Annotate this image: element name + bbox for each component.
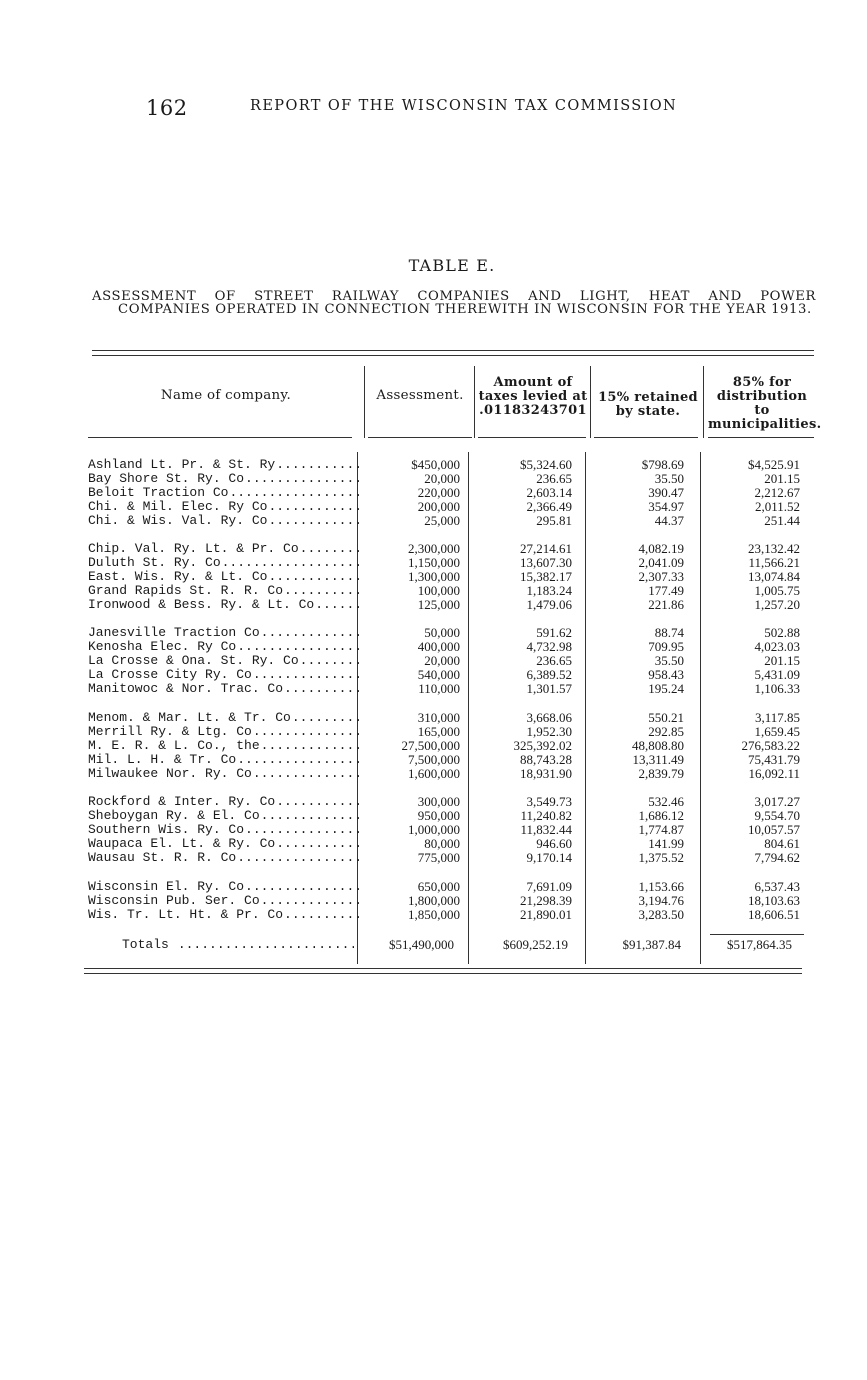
cell-taxes: 946.60 (536, 836, 572, 851)
company-name: La Crosse City Ry. Co (88, 668, 252, 682)
column-divider (468, 452, 469, 964)
cell-distribution: 276,583.22 (741, 738, 800, 753)
header-underline (708, 437, 814, 438)
cell-assessment: 1,300,000 (408, 569, 460, 584)
cell-assessment: 100,000 (417, 583, 460, 598)
cell-retained: 13,311.49 (632, 752, 684, 767)
leader-dots (276, 458, 360, 472)
company-name: La Crosse & Ona. St. Ry. Co (88, 654, 299, 668)
cell-retained: 221.86 (648, 597, 684, 612)
leader-dots (276, 795, 360, 809)
leader-dots (300, 542, 360, 556)
running-title: REPORT OF THE WISCONSIN TAX COMMISSION (250, 98, 678, 114)
leader-dots (292, 711, 360, 725)
company-name: East. Wis. Ry. & Lt. Co (88, 570, 268, 584)
cell-taxes: 2,366.49 (526, 499, 572, 514)
header-name: Name of company. (160, 388, 292, 403)
leader-dots (237, 851, 360, 865)
cell-taxes: 13,607.30 (520, 555, 572, 570)
leader-dots (268, 500, 360, 514)
caption-line-1: ASSESSMENT OF STREET RAILWAY COMPANIES AND LIGHT, HEAT AND POWER (92, 289, 816, 304)
cell-retained: 1,686.12 (638, 808, 684, 823)
company-name: Mil. L. H. & Tr. Co (88, 753, 237, 767)
cell-taxes: 4,732.98 (526, 639, 572, 654)
cell-taxes: 2,603.14 (526, 485, 572, 500)
cell-assessment: 50,000 (424, 625, 460, 640)
company-name: Sheboygan Ry. & El. Co (88, 809, 260, 823)
cell-retained: 141.99 (648, 836, 684, 851)
table-row-name (88, 767, 360, 781)
cell-taxes: 15,382.17 (520, 569, 572, 584)
leader-dots (237, 640, 360, 654)
totals-distribution: $517,864.35 (727, 937, 792, 952)
company-name: Wis. Tr. Lt. Ht. & Pr. Co (88, 908, 284, 922)
cell-taxes: 88,743.28 (520, 752, 572, 767)
cell-assessment: 775,000 (417, 850, 460, 865)
table-row-name (88, 640, 360, 654)
cell-taxes: 18,931.90 (520, 766, 572, 781)
cell-assessment: 1,600,000 (408, 766, 460, 781)
cell-retained: 35.50 (654, 471, 684, 486)
cell-retained: 88.74 (654, 625, 684, 640)
company-name: Chip. Val. Ry. Lt. & Pr. Co (88, 542, 299, 556)
cell-retained: 2,839.79 (638, 766, 684, 781)
page-number: 162 (146, 96, 188, 120)
company-name: M. E. R. & L. Co., the (88, 739, 260, 753)
cell-taxes: 27,214.61 (520, 541, 572, 556)
company-name: Manitowoc & Nor. Trac. Co (88, 682, 284, 696)
header-taxes: Amount of taxes levied at .01183243701 (478, 375, 588, 418)
company-name: Grand Rapids St. R. R. Co (88, 584, 284, 598)
table-row-name (88, 654, 360, 668)
header-underline (88, 437, 352, 438)
cell-taxes: 591.62 (536, 625, 572, 640)
table-row-name (88, 711, 360, 725)
table-row-name (88, 556, 360, 570)
cell-retained: 354.97 (648, 499, 684, 514)
leader-dots (284, 908, 360, 922)
leader-dots (245, 880, 360, 894)
cell-retained: 390.47 (648, 485, 684, 500)
table-row-name (88, 753, 360, 767)
table-bottom-rule (84, 968, 802, 969)
table-top-rule (92, 350, 814, 351)
table-row-name (88, 570, 360, 584)
cell-distribution: 2,212.67 (754, 485, 800, 500)
cell-taxes: 236.65 (536, 471, 572, 486)
company-name: Merrill Ry. & Ltg. Co (88, 725, 252, 739)
table-row-name (88, 668, 360, 682)
cell-retained: 44.37 (654, 513, 684, 528)
cell-retained: 35.50 (654, 653, 684, 668)
totals-assessment: $51,490,000 (389, 937, 454, 952)
cell-distribution: 3,117.85 (754, 710, 800, 725)
cell-retained: 195.24 (648, 681, 684, 696)
cell-distribution: 75,431.79 (748, 752, 800, 767)
cell-taxes: $5,324.60 (520, 457, 572, 472)
cell-assessment: 110,000 (418, 681, 460, 696)
cell-assessment: 310,000 (417, 710, 460, 725)
cell-distribution: 13,074.84 (748, 569, 800, 584)
leader-dots (268, 514, 360, 528)
cell-distribution: 6,537.43 (754, 879, 800, 894)
table-row-name (88, 458, 360, 472)
cell-assessment: 2,300,000 (408, 541, 460, 556)
totals-rule (710, 934, 804, 935)
column-divider (585, 452, 586, 964)
company-name: Duluth St. Ry. Co (88, 556, 221, 570)
column-divider (590, 366, 591, 438)
cell-assessment: 200,000 (417, 499, 460, 514)
header-underline (478, 437, 586, 438)
leader-dots (253, 725, 360, 739)
company-name: Menom. & Mar. Lt. & Tr. Co (88, 711, 291, 725)
cell-taxes: 7,691.09 (526, 879, 572, 894)
cell-taxes: 236.65 (536, 653, 572, 668)
table-row-name (88, 823, 360, 837)
cell-distribution: 18,103.63 (748, 893, 800, 908)
cell-retained: 1,153.66 (638, 879, 684, 894)
cell-taxes: 3,549.73 (526, 794, 572, 809)
company-name: Beloit Traction Co (88, 486, 229, 500)
cell-retained: 177.49 (648, 583, 684, 598)
totals-retained: $91,387.84 (622, 937, 681, 952)
cell-retained: 4,082.19 (638, 541, 684, 556)
cell-distribution: 1,659.45 (754, 724, 800, 739)
company-name: Kenosha Elec. Ry Co (88, 640, 237, 654)
cell-retained: 958.43 (648, 667, 684, 682)
cell-assessment: 165,000 (417, 724, 460, 739)
cell-assessment: 300,000 (417, 794, 460, 809)
cell-assessment: 25,000 (424, 513, 460, 528)
leader-dots (268, 570, 360, 584)
cell-distribution: 251.44 (764, 513, 800, 528)
cell-distribution: 16,092.11 (748, 766, 800, 781)
leader-dots (261, 739, 360, 753)
header-underline (368, 437, 472, 438)
header-distribution: 85% for distribution to municipalities. (708, 375, 822, 432)
cell-distribution: 23,132.42 (748, 541, 800, 556)
cell-assessment: 950,000 (417, 808, 460, 823)
cell-retained: 292.85 (648, 724, 684, 739)
company-name: Ashland Lt. Pr. & St. Ry (88, 458, 276, 472)
cell-distribution: 1,106.33 (754, 681, 800, 696)
table-row-name (88, 472, 360, 486)
cell-taxes: 9,170.14 (526, 850, 572, 865)
cell-retained: 532.46 (648, 794, 684, 809)
table-row-name (88, 486, 360, 500)
leader-dots (315, 598, 360, 612)
totals-label-text: Totals (122, 938, 169, 952)
cell-retained: 3,194.76 (638, 893, 684, 908)
cell-assessment: 27,500,000 (401, 738, 460, 753)
cell-assessment: $450,000 (411, 457, 460, 472)
cell-retained: 709.95 (648, 639, 684, 654)
leader-dots (245, 472, 360, 486)
cell-assessment: 80,000 (424, 836, 460, 851)
cell-assessment: 220,000 (417, 485, 460, 500)
cell-distribution: 2,011.52 (754, 499, 800, 514)
cell-taxes: 21,298.39 (520, 893, 572, 908)
company-name: Wisconsin El. Ry. Co (88, 880, 245, 894)
cell-taxes: 3,668.06 (526, 710, 572, 725)
caption-continuation: COMPANIES OPERATED IN CONNECTION THEREWITH IN WISCONSIN FOR THE YEAR 1913. (118, 302, 812, 317)
cell-assessment: 1,150,000 (408, 555, 460, 570)
cell-assessment: 20,000 (424, 471, 460, 486)
table-row-name (88, 542, 360, 556)
cell-distribution: 11,566.21 (748, 555, 800, 570)
cell-retained: 1,774.87 (638, 822, 684, 837)
leader-dots (261, 894, 360, 908)
table-row-name (88, 584, 360, 598)
company-name: Chi. & Mil. Elec. Ry Co (88, 500, 268, 514)
cell-distribution: 9,554.70 (754, 808, 800, 823)
header-retained: 15% retained by state. (598, 390, 698, 419)
leader-dots (276, 837, 360, 851)
company-name: Southern Wis. Ry. Co (88, 823, 245, 837)
totals-taxes: $609,252.19 (503, 937, 568, 952)
cell-taxes: 21,890.01 (520, 907, 572, 922)
company-name: Janesville Traction Co (88, 626, 260, 640)
table-row-name (88, 880, 360, 894)
cell-assessment: 1,800,000 (408, 893, 460, 908)
cell-distribution: 502.88 (764, 625, 800, 640)
table-row-name (88, 837, 360, 851)
cell-retained: 2,041.09 (638, 555, 684, 570)
company-name: Chi. & Wis. Val. Ry. Co (88, 514, 268, 528)
leader-dots (284, 584, 360, 598)
cell-retained: $798.69 (641, 457, 684, 472)
table-row-name (88, 626, 360, 640)
cell-taxes: 11,240.82 (520, 808, 572, 823)
cell-retained: 48,808.80 (632, 738, 684, 753)
cell-taxes: 1,479.06 (526, 597, 572, 612)
header-assessment: Assessment. (376, 388, 464, 403)
cell-taxes: 6,389.52 (526, 667, 572, 682)
leader-dots (245, 823, 360, 837)
cell-assessment: 1,850,000 (408, 907, 460, 922)
company-name: Wausau St. R. R. Co (88, 851, 237, 865)
table-row-name (88, 809, 360, 823)
table-bottom-rule-2 (84, 973, 802, 974)
cell-distribution: 201.15 (764, 653, 800, 668)
table-row-name (88, 598, 360, 612)
cell-distribution: 1,005.75 (754, 583, 800, 598)
cell-assessment: 400,000 (417, 639, 460, 654)
table-title: TABLE E. (408, 256, 496, 275)
leader-dots (237, 753, 360, 767)
leader-dots (261, 626, 360, 640)
cell-distribution: $4,525.91 (748, 457, 800, 472)
cell-assessment: 20,000 (424, 653, 460, 668)
table-row-name (88, 725, 360, 739)
leader-dots (284, 682, 360, 696)
company-name: Wisconsin Pub. Ser. Co (88, 894, 260, 908)
cell-distribution: 3,017.27 (754, 794, 800, 809)
leader-dots (229, 486, 360, 500)
cell-assessment: 7,500,000 (408, 752, 460, 767)
table-row-name (88, 795, 360, 809)
company-name: Rockford & Inter. Ry. Co (88, 795, 276, 809)
column-divider (703, 366, 704, 438)
leader-dots (261, 809, 360, 823)
cell-assessment: 650,000 (417, 879, 460, 894)
cell-distribution: 1,257.20 (754, 597, 800, 612)
column-divider (700, 452, 701, 964)
header-underline (594, 437, 698, 438)
cell-taxes: 325,392.02 (513, 738, 572, 753)
table-row-name (88, 851, 360, 865)
column-divider (474, 366, 475, 438)
company-name: Ironwood & Bess. Ry. & Lt. Co (88, 598, 315, 612)
cell-assessment: 1,000,000 (408, 822, 460, 837)
cell-distribution: 804.61 (764, 836, 800, 851)
cell-assessment: 125,000 (417, 597, 460, 612)
cell-distribution: 10,057.57 (748, 822, 800, 837)
table-row-name (88, 908, 360, 922)
cell-taxes: 11,832.44 (520, 822, 572, 837)
leader-dots (170, 938, 354, 952)
cell-distribution: 18,606.51 (748, 907, 800, 922)
table-row-name (88, 682, 360, 696)
leader-dots (253, 767, 360, 781)
table-row-name (88, 514, 360, 528)
leader-dots (222, 556, 360, 570)
company-name: Waupaca El. Lt. & Ry. Co (88, 837, 276, 851)
cell-assessment: 540,000 (417, 667, 460, 682)
cell-distribution: 5,431.09 (754, 667, 800, 682)
cell-retained: 2,307.33 (638, 569, 684, 584)
column-divider (364, 366, 365, 438)
cell-distribution: 4,023.03 (754, 639, 800, 654)
company-name: Bay Shore St. Ry. Co (88, 472, 245, 486)
totals-label (122, 938, 354, 952)
cell-distribution: 201.15 (764, 471, 800, 486)
cell-taxes: 1,952.30 (526, 724, 572, 739)
cell-taxes: 1,183.24 (526, 583, 572, 598)
table-row-name (88, 739, 360, 753)
company-name: Milwaukee Nor. Ry. Co (88, 767, 252, 781)
cell-taxes: 295.81 (536, 513, 572, 528)
table-row-name (88, 894, 360, 908)
leader-dots (300, 654, 360, 668)
table-top-rule-2 (92, 355, 814, 356)
cell-retained: 1,375.52 (638, 850, 684, 865)
cell-taxes: 1,301.57 (526, 681, 572, 696)
leader-dots (253, 668, 360, 682)
cell-distribution: 7,794.62 (754, 850, 800, 865)
table-row-name (88, 500, 360, 514)
cell-retained: 3,283.50 (638, 907, 684, 922)
cell-retained: 550.21 (648, 710, 684, 725)
table-caption (92, 290, 816, 316)
